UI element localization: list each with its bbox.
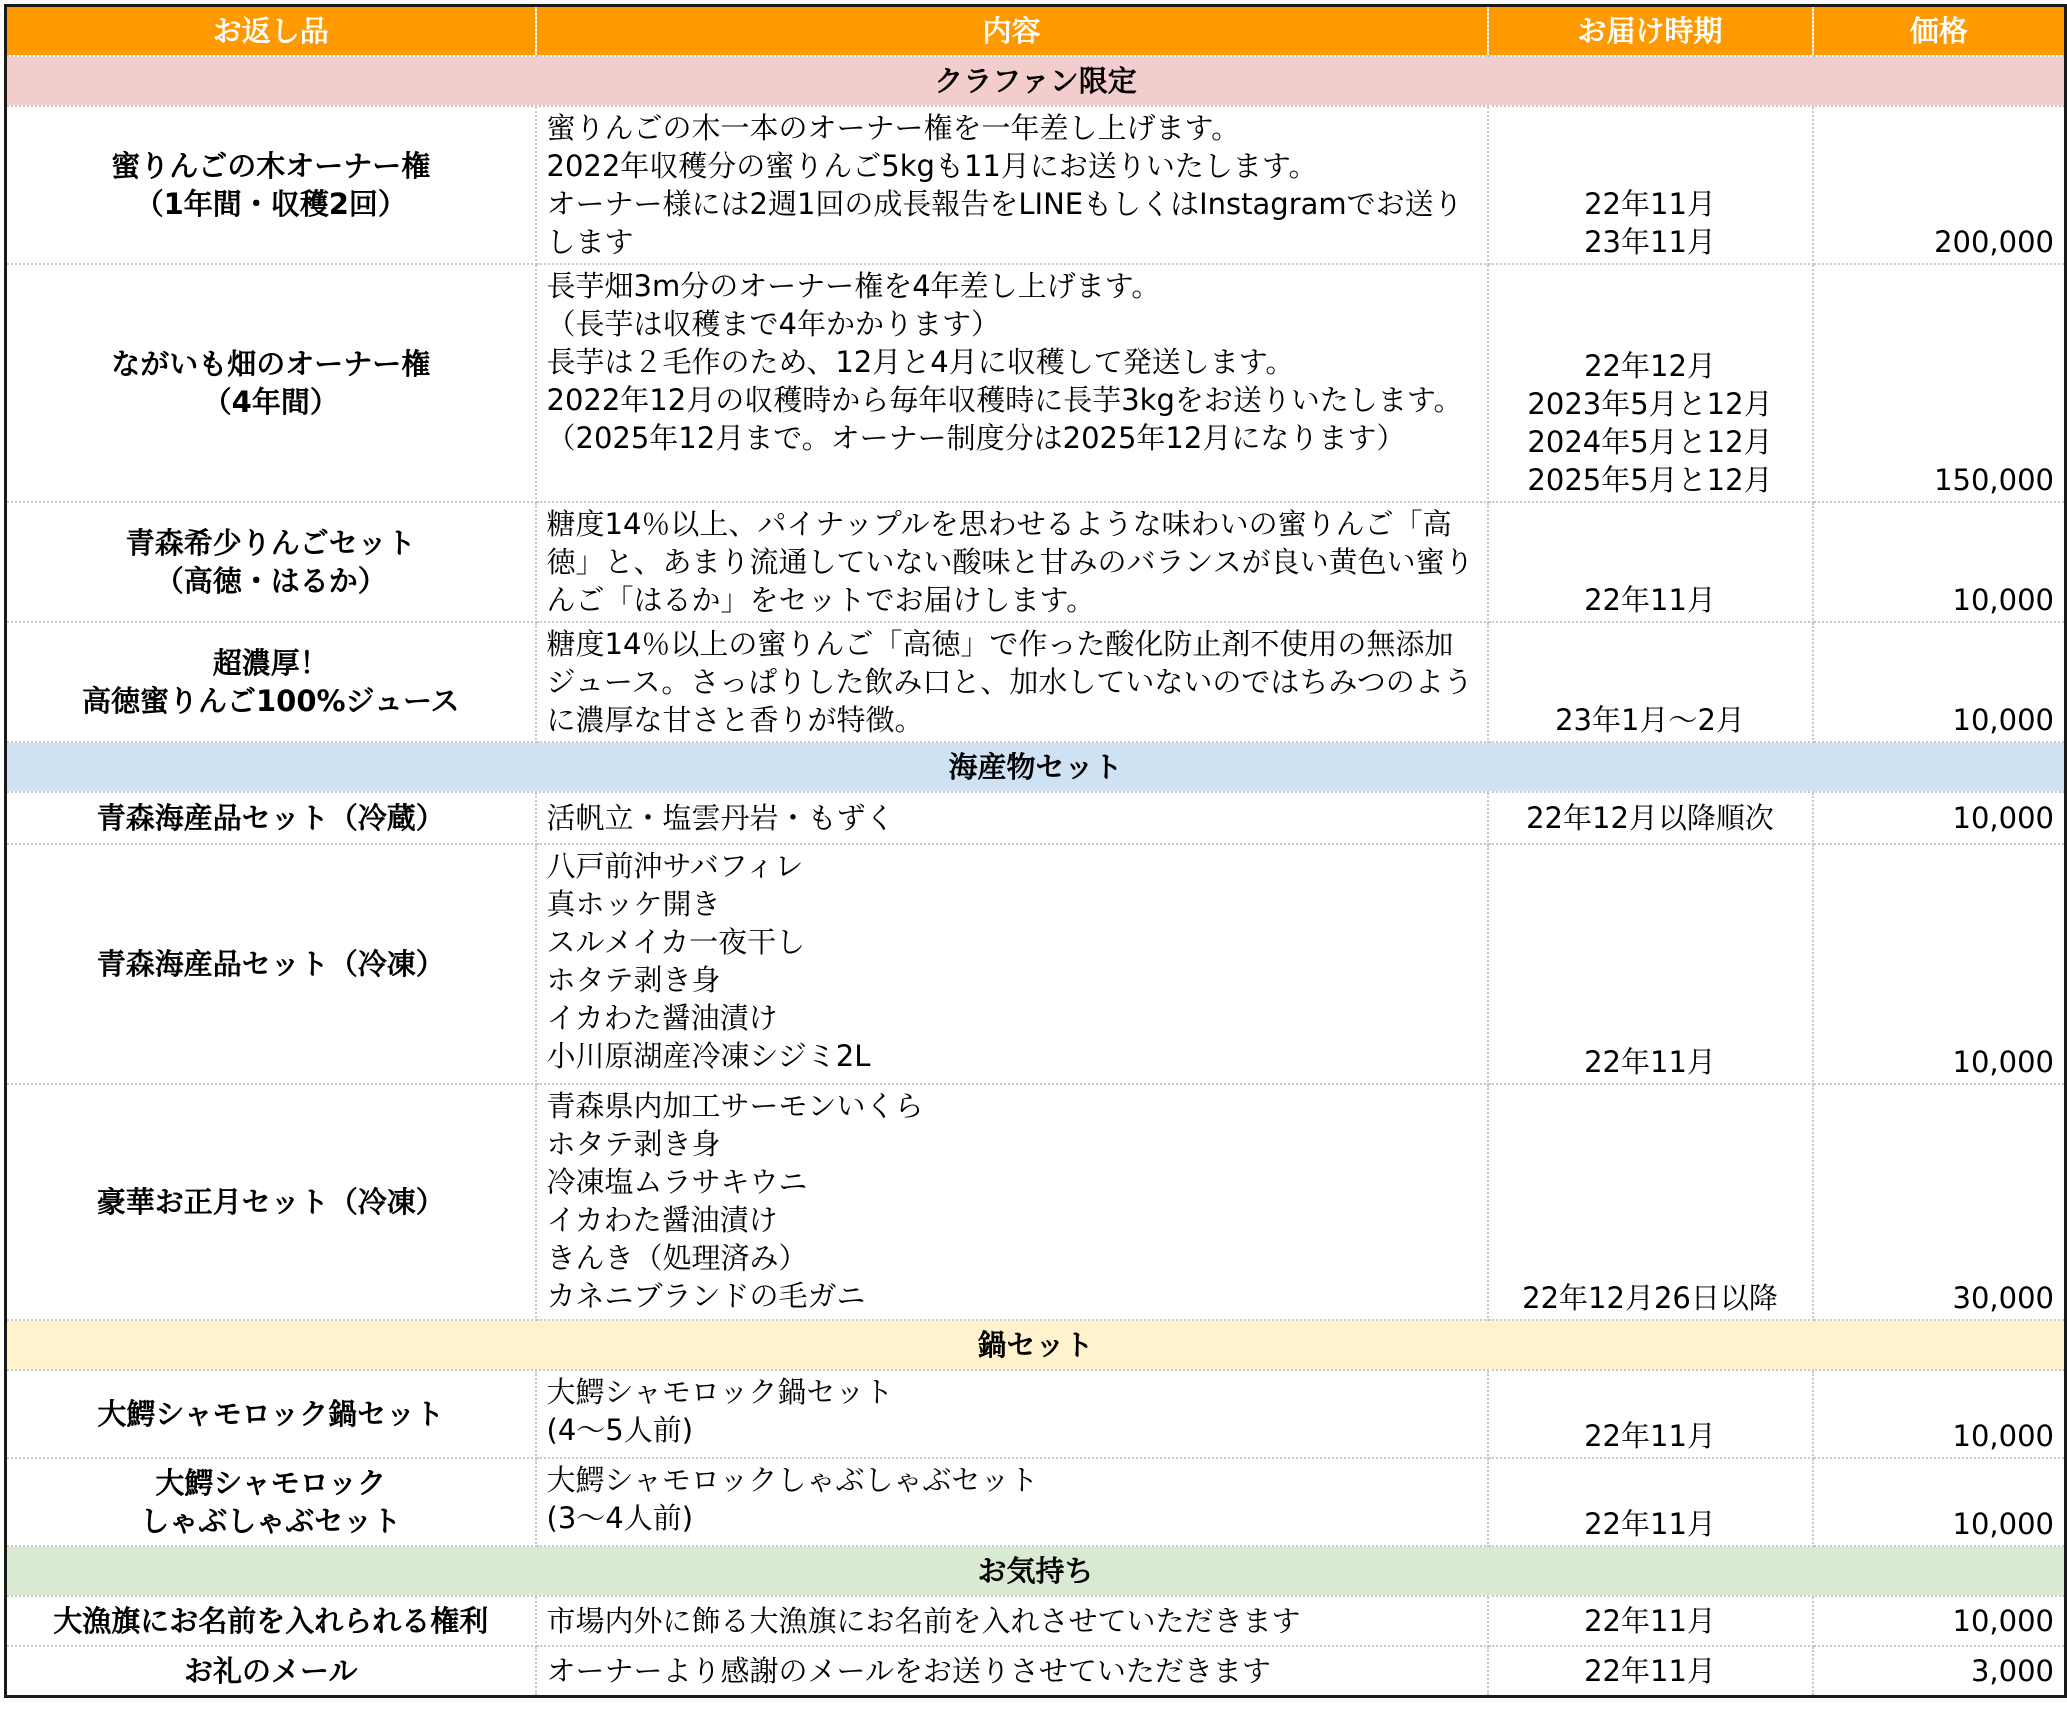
item-delivery: 22年11月	[1488, 844, 1813, 1084]
category-row	[6, 56, 2066, 106]
category-title: お気持ち	[6, 1546, 2066, 1596]
header-delivery: お届け時期	[1488, 6, 1813, 57]
item-delivery: 22年11月	[1488, 1370, 1813, 1458]
item-name: 青森希少りんごセット （高徳・はるか）	[125, 526, 416, 598]
table-row	[6, 792, 2066, 844]
item-name: 青森海産品セット（冷蔵）	[96, 801, 445, 835]
item-name: 大鰐シャモロック しゃぶしゃぶセット	[140, 1466, 402, 1538]
item-name: 青森海産品セット（冷凍）	[96, 947, 445, 981]
item-delivery: 22年11月	[1488, 1596, 1813, 1646]
item-name: 豪華お正月セット（冷凍）	[96, 1185, 445, 1219]
table-row	[6, 1646, 2066, 1696]
table-row	[6, 106, 2066, 264]
table-row	[6, 502, 2066, 622]
item-price: 3,000	[1813, 1646, 2066, 1696]
header-price: 価格	[1813, 6, 2066, 57]
item-price: 150,000	[1813, 264, 2066, 502]
item-name: 蜜りんごの木オーナー権 （1年間・収穫2回）	[111, 149, 431, 221]
item-content: 青森県内加工サーモンいくら ホタテ剥き身 冷凍塩ムラサキウニ イカわた醤油漬け きんき（処理済み） カネニブランドの毛ガニ	[536, 1084, 1488, 1320]
header-row	[6, 6, 2066, 57]
table-row	[6, 1370, 2066, 1458]
item-price: 10,000	[1813, 1370, 2066, 1458]
item-price: 10,000	[1813, 792, 2066, 844]
table-row	[6, 1596, 2066, 1646]
rewards-table	[4, 4, 2067, 1698]
table-row	[6, 622, 2066, 742]
item-content: 八戸前沖サバフィレ 真ホッケ開き スルメイカ一夜干し ホタテ剥き身 イカわた醤油漬け 小川原湖産冷凍シジミ2L	[536, 844, 1488, 1084]
item-name: お礼のメール	[184, 1653, 358, 1688]
item-content: 市場内外に飾る大漁旗にお名前を入れさせていただきます	[536, 1596, 1488, 1646]
item-content: 糖度14％以上、パイナップルを思わせるような味わいの蜜りんご「高徳」と、あまり流通していない酸味と甘みのバランスが良い黄色い蜜りんご「はるか」をセットでお届けします。	[536, 502, 1488, 622]
table-row	[6, 1084, 2066, 1320]
item-name: 超濃厚！ 高徳蜜りんご100%ジュース	[81, 646, 460, 718]
item-price: 200,000	[1813, 106, 2066, 264]
category-title: クラファン限定	[6, 56, 2066, 106]
header-item: お返し品	[6, 6, 536, 57]
item-delivery: 23年1月～2月	[1488, 622, 1813, 742]
item-delivery: 22年11月	[1488, 1646, 1813, 1696]
item-delivery: 22年12月 2023年5月と12月 2024年5月と12月 2025年5月と12月	[1488, 264, 1813, 502]
item-price: 10,000	[1813, 844, 2066, 1084]
table-row	[6, 264, 2066, 502]
item-price: 10,000	[1813, 1458, 2066, 1546]
category-row	[6, 1320, 2066, 1370]
item-price: 10,000	[1813, 502, 2066, 622]
table-row	[6, 1458, 2066, 1546]
item-delivery: 22年11月 23年11月	[1488, 106, 1813, 264]
category-title: 鍋セット	[6, 1320, 2066, 1370]
category-title: 海産物セット	[6, 742, 2066, 792]
item-content: オーナーより感謝のメールをお送りさせていただきます	[536, 1646, 1488, 1696]
item-name: ながいも畑のオーナー権 （4年間）	[111, 347, 431, 419]
table-row	[6, 844, 2066, 1084]
item-content: 長芋畑3m分のオーナー権を4年差し上げます。 （長芋は収穫まで4年かかります） 長芋は２毛作のため、12月と4月に収穫して発送します。 2022年12月の収穫時から毎年収穫時に長芋3kgをお送りいたします。 （2025年12月まで。オーナー制度分は2025年12月になります）	[536, 264, 1488, 502]
item-delivery: 22年11月	[1488, 1458, 1813, 1546]
header-content: 内容	[536, 6, 1488, 57]
item-content: 糖度14％以上の蜜りんご「高徳」で作った酸化防止剤不使用の無添加ジュース。さっぱりした飲み口と、加水していないのではちみつのように濃厚な甘さと香りが特徴。	[536, 622, 1488, 742]
item-name: 大鰐シャモロック鍋セット	[97, 1397, 445, 1431]
item-delivery: 22年12月26日以降	[1488, 1084, 1813, 1320]
category-row	[6, 1546, 2066, 1596]
item-price: 10,000	[1813, 1596, 2066, 1646]
item-delivery: 22年12月以降順次	[1488, 792, 1813, 844]
category-row	[6, 742, 2066, 792]
item-delivery: 22年11月	[1488, 502, 1813, 622]
item-content: 蜜りんごの木一本のオーナー権を一年差し上げます。 2022年収穫分の蜜りんご5kgも11月にお送りいたします。 オーナー様には2週1回の成長報告をLINEもしくはInstagramでお送りします	[536, 106, 1488, 264]
item-price: 10,000	[1813, 622, 2066, 742]
item-content: 大鰐シャモロック鍋セット (4～5人前)	[536, 1370, 1488, 1458]
item-price: 30,000	[1813, 1084, 2066, 1320]
item-name: 大漁旗にお名前を入れられる権利	[53, 1604, 489, 1638]
item-content: 活帆立・塩雲丹岩・もずく	[536, 792, 1488, 844]
item-content: 大鰐シャモロックしゃぶしゃぶセット (3～4人前)	[536, 1458, 1488, 1546]
